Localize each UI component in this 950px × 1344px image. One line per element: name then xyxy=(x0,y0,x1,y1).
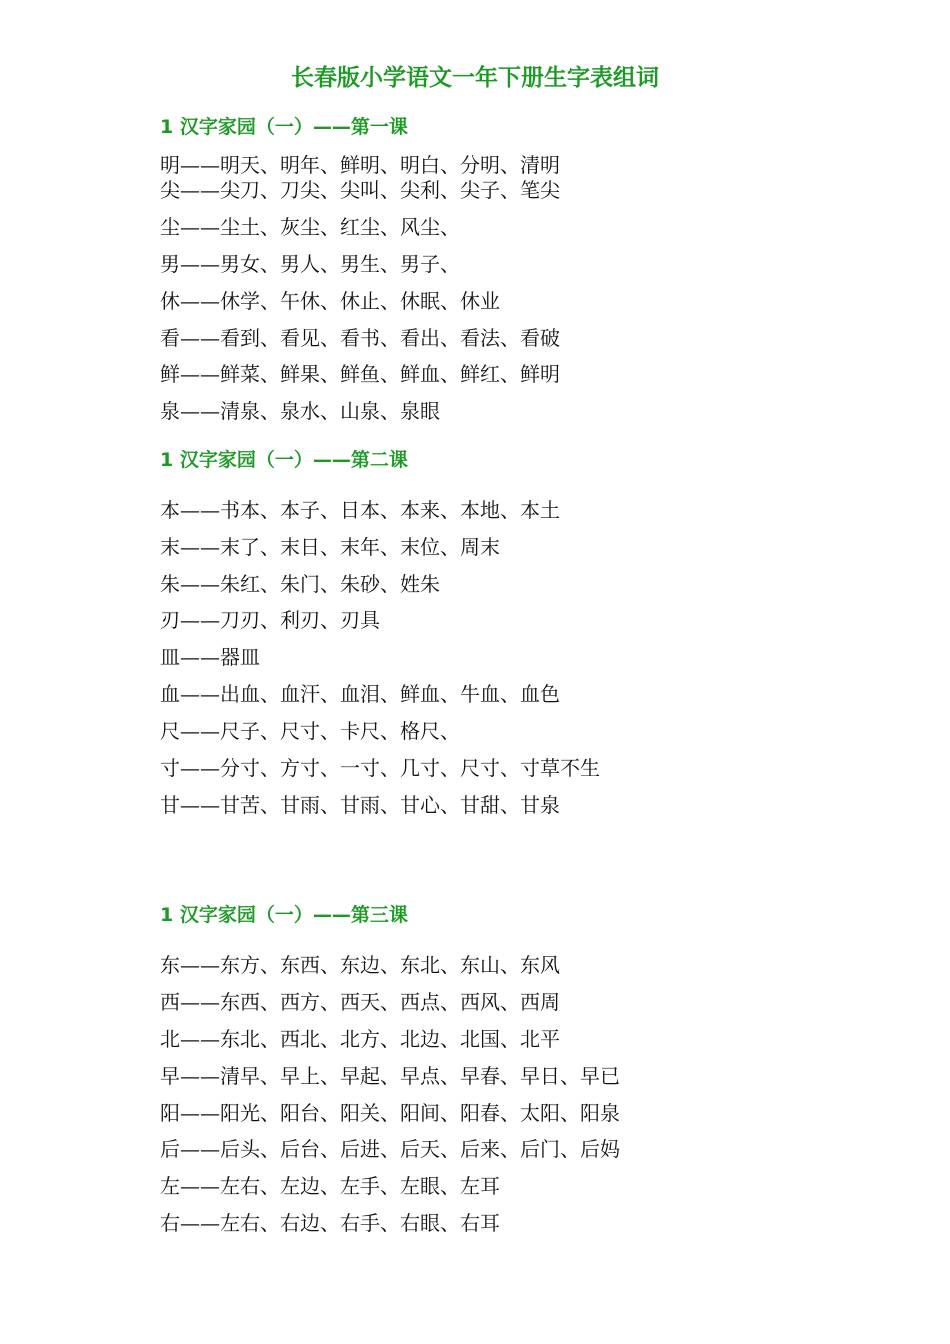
entry-line: 看——看到、看见、看书、看出、看法、看破 xyxy=(160,326,560,350)
entry-line: 尖——尖刀、刀尖、尖叫、尖利、尖子、笔尖 xyxy=(160,178,560,202)
document-title: 长春版小学语文一年下册生字表组词 xyxy=(291,65,659,91)
section-heading-lesson-1: 1 汉字家园（一）——第一课 xyxy=(160,116,408,138)
entry-line: 刃——刀刃、利刃、刃具 xyxy=(160,608,380,632)
entry-line: 休——休学、午休、休止、休眠、休业 xyxy=(160,289,500,313)
entry-line: 尺——尺子、尺寸、卡尺、格尺、 xyxy=(160,719,460,743)
entry-line: 朱——朱红、朱门、朱砂、姓朱 xyxy=(160,572,440,596)
entry-line: 甘——甘苦、甘雨、甘雨、甘心、甘甜、甘泉 xyxy=(160,793,560,817)
entry-line: 左——左右、左边、左手、左眼、左耳 xyxy=(160,1174,500,1198)
entry-line: 男——男女、男人、男生、男子、 xyxy=(160,252,460,276)
entry-line: 尘——尘土、灰尘、红尘、风尘、 xyxy=(160,215,460,239)
entry-line: 右——左右、右边、右手、右眼、右耳 xyxy=(160,1211,500,1235)
entry-line: 鲜——鲜菜、鲜果、鲜鱼、鲜血、鲜红、鲜明 xyxy=(160,362,560,386)
entry-line: 皿——器皿 xyxy=(160,645,260,669)
entry-line: 阳——阳光、阳台、阳关、阳间、阳春、太阳、阳泉 xyxy=(160,1101,620,1125)
entry-line: 东——东方、东西、东边、东北、东山、东风 xyxy=(160,953,560,977)
entry-line: 后——后头、后台、后进、后天、后来、后门、后妈 xyxy=(160,1137,620,1161)
entry-line: 早——清早、早上、早起、早点、早春、早日、早已 xyxy=(160,1064,620,1088)
entry-line: 泉——清泉、泉水、山泉、泉眼 xyxy=(160,399,440,423)
section-heading-lesson-3: 1 汉字家园（一）——第三课 xyxy=(160,904,408,926)
entry-line: 末——末了、末日、末年、末位、周末 xyxy=(160,535,500,559)
entry-line: 西——东西、西方、西天、西点、西风、西周 xyxy=(160,990,560,1014)
entry-line: 本——书本、本子、日本、本来、本地、本土 xyxy=(160,498,560,522)
entry-line: 明——明天、明年、鲜明、明白、分明、清明 xyxy=(160,153,560,177)
entry-line: 血——出血、血汗、血泪、鲜血、牛血、血色 xyxy=(160,682,560,706)
section-heading-lesson-2: 1 汉字家园（一）——第二课 xyxy=(160,449,408,471)
entry-line: 北——东北、西北、北方、北边、北国、北平 xyxy=(160,1027,560,1051)
entry-line: 寸——分寸、方寸、一寸、几寸、尺寸、寸草不生 xyxy=(160,756,600,780)
